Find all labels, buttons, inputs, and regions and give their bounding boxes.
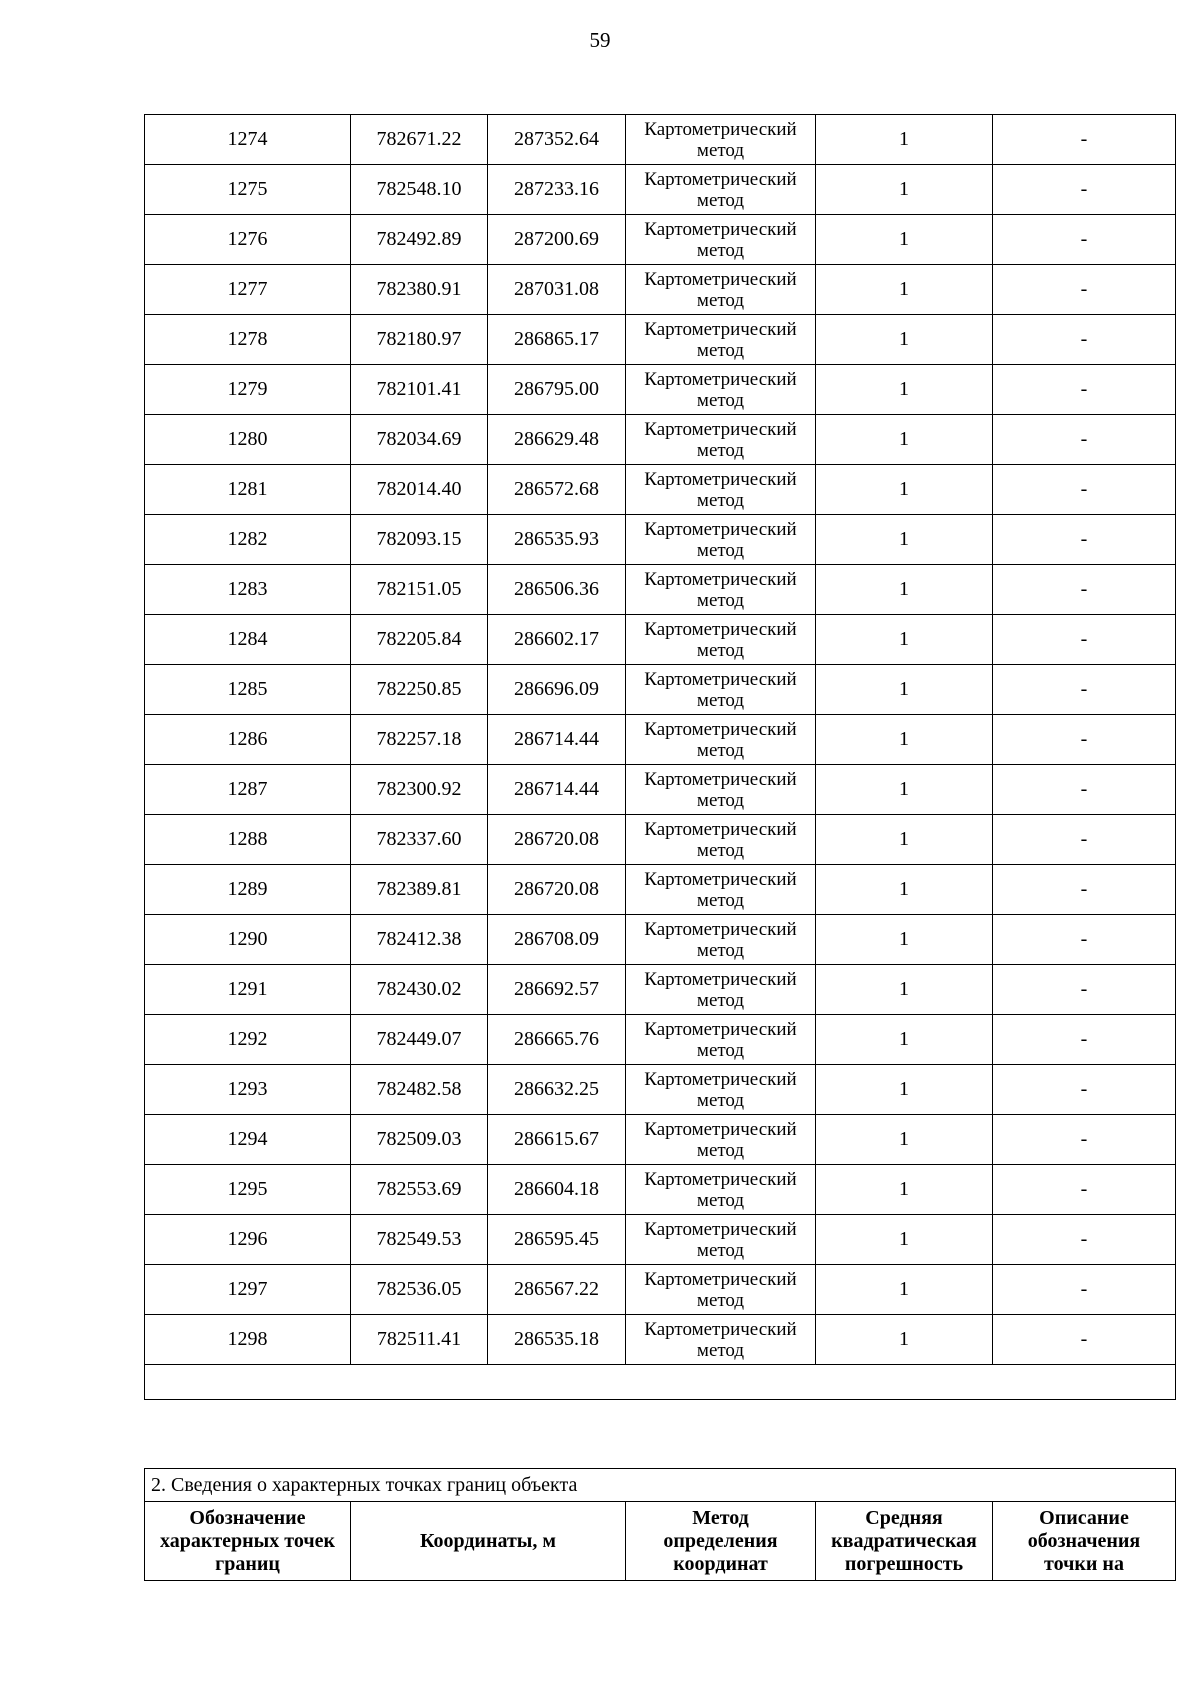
- method-line-1: Картометрический: [644, 418, 797, 440]
- coord-x-cell: 782337.60: [351, 815, 488, 865]
- coord-x-cell: 782093.15: [351, 515, 488, 565]
- description-cell: -: [993, 1115, 1176, 1165]
- method-line-1: Картометрический: [644, 168, 797, 190]
- coord-y-cell: 286615.67: [488, 1115, 626, 1165]
- description-cell: -: [993, 1215, 1176, 1265]
- point-id-cell: 1290: [145, 915, 351, 965]
- coord-y-cell: 287200.69: [488, 215, 626, 265]
- method-line-2: метод: [696, 489, 745, 511]
- point-id-cell: 1295: [145, 1165, 351, 1215]
- table-row: [145, 1265, 1176, 1315]
- method-line-2: метод: [696, 989, 745, 1011]
- accuracy-cell: 1: [816, 1265, 993, 1315]
- table-row: [145, 115, 1176, 165]
- header-accuracy-line: Средняя: [865, 1506, 943, 1529]
- coord-x-cell: 782553.69: [351, 1165, 488, 1215]
- method-cell: [626, 815, 816, 865]
- point-id-cell: 1280: [145, 415, 351, 465]
- header-point-designation-line: характерных точек: [159, 1529, 336, 1552]
- table-row: [145, 1015, 1176, 1065]
- method-cell: [626, 365, 816, 415]
- method-line-2: метод: [696, 639, 745, 661]
- method-cell: [626, 1265, 816, 1315]
- accuracy-cell: 1: [816, 865, 993, 915]
- method-cell: [626, 1165, 816, 1215]
- point-id-cell: 1288: [145, 815, 351, 865]
- method-cell: [626, 515, 816, 565]
- description-cell: -: [993, 165, 1176, 215]
- coord-y-cell: 287233.16: [488, 165, 626, 215]
- description-cell: -: [993, 665, 1176, 715]
- method-line-1: Картометрический: [644, 1268, 797, 1290]
- coord-x-cell: 782180.97: [351, 315, 488, 365]
- point-id-cell: 1289: [145, 865, 351, 915]
- header-accuracy-line: погрешность: [844, 1552, 964, 1575]
- header-description-line: обозначения: [1027, 1529, 1141, 1552]
- method-cell: [626, 1015, 816, 1065]
- header-method: [626, 1502, 816, 1581]
- point-id-cell: 1297: [145, 1265, 351, 1315]
- coord-x-cell: 782482.58: [351, 1065, 488, 1115]
- coord-y-cell: 286708.09: [488, 915, 626, 965]
- method-line-2: метод: [696, 1039, 745, 1061]
- accuracy-cell: 1: [816, 1215, 993, 1265]
- description-cell: -: [993, 865, 1176, 915]
- description-cell: -: [993, 615, 1176, 665]
- coord-y-cell: 286665.76: [488, 1015, 626, 1065]
- coord-y-cell: 286865.17: [488, 315, 626, 365]
- description-cell: -: [993, 1165, 1176, 1215]
- boundary-points-body: [145, 115, 1176, 1400]
- method-cell: [626, 115, 816, 165]
- table-row: [145, 715, 1176, 765]
- method-line-2: метод: [696, 1139, 745, 1161]
- point-id-cell: 1276: [145, 215, 351, 265]
- accuracy-cell: 1: [816, 665, 993, 715]
- method-line-1: Картометрический: [644, 1018, 797, 1040]
- method-line-1: Картометрический: [644, 468, 797, 490]
- method-cell: [626, 615, 816, 665]
- accuracy-cell: 1: [816, 565, 993, 615]
- section-2-table: [144, 1468, 1176, 1581]
- table-row: [145, 1115, 1176, 1165]
- description-cell: -: [993, 1265, 1176, 1315]
- description-cell: -: [993, 215, 1176, 265]
- method-line-2: метод: [696, 139, 745, 161]
- point-id-cell: 1274: [145, 115, 351, 165]
- table-row: [145, 165, 1176, 215]
- method-line-1: Картометрический: [644, 918, 797, 940]
- description-cell: -: [993, 1315, 1176, 1365]
- accuracy-cell: 1: [816, 415, 993, 465]
- method-line-1: Картометрический: [644, 368, 797, 390]
- accuracy-cell: 1: [816, 365, 993, 415]
- header-method-line: определения: [663, 1529, 778, 1552]
- method-line-2: метод: [696, 1089, 745, 1111]
- table-row: [145, 665, 1176, 715]
- coord-x-cell: 782014.40: [351, 465, 488, 515]
- coord-x-cell: 782430.02: [351, 965, 488, 1015]
- accuracy-cell: 1: [816, 1065, 993, 1115]
- coord-y-cell: 286632.25: [488, 1065, 626, 1115]
- header-accuracy: [816, 1502, 993, 1581]
- coord-x-cell: 782412.38: [351, 915, 488, 965]
- point-id-cell: 1292: [145, 1015, 351, 1065]
- coord-y-cell: 286602.17: [488, 615, 626, 665]
- description-cell: -: [993, 1015, 1176, 1065]
- coord-y-cell: 286720.08: [488, 865, 626, 915]
- table-row: [145, 515, 1176, 565]
- table-row: [145, 565, 1176, 615]
- table-row: [145, 1065, 1176, 1115]
- coord-x-cell: 782511.41: [351, 1315, 488, 1365]
- method-cell: [626, 715, 816, 765]
- coord-x-cell: 782536.05: [351, 1265, 488, 1315]
- method-line-1: Картометрический: [644, 718, 797, 740]
- coord-x-cell: 782034.69: [351, 415, 488, 465]
- accuracy-cell: 1: [816, 465, 993, 515]
- table-row: [145, 315, 1176, 365]
- coord-y-cell: 287031.08: [488, 265, 626, 315]
- table-row: [145, 365, 1176, 415]
- point-id-cell: 1298: [145, 1315, 351, 1365]
- method-cell: [626, 465, 816, 515]
- accuracy-cell: 1: [816, 615, 993, 665]
- point-id-cell: 1282: [145, 515, 351, 565]
- description-cell: -: [993, 115, 1176, 165]
- method-line-1: Картометрический: [644, 618, 797, 640]
- method-cell: [626, 765, 816, 815]
- accuracy-cell: 1: [816, 1115, 993, 1165]
- coord-y-cell: 286692.57: [488, 965, 626, 1015]
- description-cell: -: [993, 415, 1176, 465]
- header-coordinates: Координаты, м: [351, 1502, 626, 1581]
- method-line-1: Картометрический: [644, 868, 797, 890]
- coord-y-cell: 286535.93: [488, 515, 626, 565]
- accuracy-cell: 1: [816, 165, 993, 215]
- method-line-2: метод: [696, 189, 745, 211]
- coord-x-cell: 782205.84: [351, 615, 488, 665]
- description-cell: -: [993, 965, 1176, 1015]
- method-cell: [626, 665, 816, 715]
- method-cell: [626, 1065, 816, 1115]
- section-header-row: [145, 1502, 1176, 1581]
- description-cell: -: [993, 715, 1176, 765]
- point-id-cell: 1279: [145, 365, 351, 415]
- point-id-cell: 1281: [145, 465, 351, 515]
- method-line-1: Картометрический: [644, 518, 797, 540]
- method-line-1: Картометрический: [644, 1118, 797, 1140]
- method-line-1: Картометрический: [644, 768, 797, 790]
- description-cell: -: [993, 365, 1176, 415]
- method-cell: [626, 165, 816, 215]
- coord-x-cell: 782449.07: [351, 1015, 488, 1065]
- accuracy-cell: 1: [816, 315, 993, 365]
- method-line-2: метод: [696, 789, 745, 811]
- page-number: 59: [589, 28, 611, 52]
- description-cell: -: [993, 815, 1176, 865]
- header-method-line: Метод: [692, 1506, 749, 1529]
- coord-y-cell: 286696.09: [488, 665, 626, 715]
- method-cell: [626, 1215, 816, 1265]
- coord-x-cell: 782509.03: [351, 1115, 488, 1165]
- coord-y-cell: 286572.68: [488, 465, 626, 515]
- point-id-cell: 1284: [145, 615, 351, 665]
- table-row: [145, 1165, 1176, 1215]
- accuracy-cell: 1: [816, 1165, 993, 1215]
- description-cell: -: [993, 915, 1176, 965]
- point-id-cell: 1291: [145, 965, 351, 1015]
- method-line-1: Картометрический: [644, 218, 797, 240]
- point-id-cell: 1296: [145, 1215, 351, 1265]
- coord-y-cell: 286604.18: [488, 1165, 626, 1215]
- coord-y-cell: 286714.44: [488, 715, 626, 765]
- accuracy-cell: 1: [816, 265, 993, 315]
- accuracy-cell: 1: [816, 1315, 993, 1365]
- coord-x-cell: 782101.41: [351, 365, 488, 415]
- coord-x-cell: 782257.18: [351, 715, 488, 765]
- point-id-cell: 1278: [145, 315, 351, 365]
- header-point-designation-line: границ: [215, 1552, 280, 1575]
- accuracy-cell: 1: [816, 515, 993, 565]
- table-row: [145, 265, 1176, 315]
- table-row: [145, 765, 1176, 815]
- accuracy-cell: 1: [816, 715, 993, 765]
- coord-x-cell: 782671.22: [351, 115, 488, 165]
- accuracy-cell: 1: [816, 115, 993, 165]
- point-id-cell: 1294: [145, 1115, 351, 1165]
- method-cell: [626, 215, 816, 265]
- empty-cell: [145, 1365, 1176, 1400]
- table-row: [145, 415, 1176, 465]
- method-line-2: метод: [696, 1339, 745, 1361]
- method-cell: [626, 565, 816, 615]
- method-cell: [626, 915, 816, 965]
- description-cell: -: [993, 1065, 1176, 1115]
- header-method-line: координат: [673, 1552, 768, 1575]
- empty-row: [145, 1365, 1176, 1400]
- method-line-1: Картометрический: [644, 568, 797, 590]
- accuracy-cell: 1: [816, 965, 993, 1015]
- header-point-designation-line: Обозначение: [189, 1506, 306, 1529]
- coord-x-cell: 782492.89: [351, 215, 488, 265]
- method-cell: [626, 315, 816, 365]
- point-id-cell: 1286: [145, 715, 351, 765]
- point-id-cell: 1283: [145, 565, 351, 615]
- method-line-1: Картометрический: [644, 268, 797, 290]
- method-line-2: метод: [696, 239, 745, 261]
- method-line-2: метод: [696, 939, 745, 961]
- method-line-2: метод: [696, 1189, 745, 1211]
- description-cell: -: [993, 765, 1176, 815]
- method-line-2: метод: [696, 739, 745, 761]
- method-line-2: метод: [696, 1239, 745, 1261]
- method-line-1: Картометрический: [644, 968, 797, 990]
- coord-y-cell: 286714.44: [488, 765, 626, 815]
- point-id-cell: 1275: [145, 165, 351, 215]
- header-description-line: точки на: [1044, 1552, 1124, 1575]
- accuracy-cell: 1: [816, 915, 993, 965]
- method-line-2: метод: [696, 889, 745, 911]
- method-cell: [626, 1115, 816, 1165]
- method-line-2: метод: [696, 839, 745, 861]
- method-line-1: Картометрический: [644, 318, 797, 340]
- coord-x-cell: 782549.53: [351, 1215, 488, 1265]
- coord-x-cell: 782300.92: [351, 765, 488, 815]
- method-line-1: Картометрический: [644, 1318, 797, 1340]
- coord-x-cell: 782250.85: [351, 665, 488, 715]
- description-cell: -: [993, 465, 1176, 515]
- method-line-1: Картометрический: [644, 668, 797, 690]
- method-cell: [626, 865, 816, 915]
- description-cell: -: [993, 515, 1176, 565]
- method-cell: [626, 1315, 816, 1365]
- coord-y-cell: 286795.00: [488, 365, 626, 415]
- coord-x-cell: 782380.91: [351, 265, 488, 315]
- coord-y-cell: 286720.08: [488, 815, 626, 865]
- table-row: [145, 815, 1176, 865]
- method-line-2: метод: [696, 1289, 745, 1311]
- section-title: 2. Сведения о характерных точках границ объекта: [145, 1469, 1176, 1502]
- point-id-cell: 1293: [145, 1065, 351, 1115]
- method-line-1: Картометрический: [644, 1168, 797, 1190]
- accuracy-cell: 1: [816, 765, 993, 815]
- accuracy-cell: 1: [816, 815, 993, 865]
- boundary-points-table: [144, 114, 1176, 1400]
- table-row: [145, 615, 1176, 665]
- method-cell: [626, 265, 816, 315]
- point-id-cell: 1277: [145, 265, 351, 315]
- table-row: [145, 965, 1176, 1015]
- point-id-cell: 1287: [145, 765, 351, 815]
- header-description-line: Описание: [1039, 1506, 1129, 1529]
- table-row: [145, 465, 1176, 515]
- accuracy-cell: 1: [816, 1015, 993, 1065]
- method-line-1: Картометрический: [644, 818, 797, 840]
- coord-y-cell: 286595.45: [488, 1215, 626, 1265]
- method-cell: [626, 965, 816, 1015]
- header-point-designation: [145, 1502, 351, 1581]
- method-line-2: метод: [696, 439, 745, 461]
- coord-y-cell: 286567.22: [488, 1265, 626, 1315]
- accuracy-cell: 1: [816, 215, 993, 265]
- method-line-2: метод: [696, 339, 745, 361]
- method-line-2: метод: [696, 689, 745, 711]
- point-id-cell: 1285: [145, 665, 351, 715]
- description-cell: -: [993, 565, 1176, 615]
- header-description: [993, 1502, 1176, 1581]
- coord-x-cell: 782151.05: [351, 565, 488, 615]
- method-line-2: метод: [696, 389, 745, 411]
- coord-y-cell: 286506.36: [488, 565, 626, 615]
- method-line-2: метод: [696, 289, 745, 311]
- table-row: [145, 1315, 1176, 1365]
- table-row: [145, 215, 1176, 265]
- method-line-1: Картометрический: [644, 118, 797, 140]
- method-line-2: метод: [696, 539, 745, 561]
- description-cell: -: [993, 315, 1176, 365]
- method-line-2: метод: [696, 589, 745, 611]
- coord-x-cell: 782389.81: [351, 865, 488, 915]
- coord-y-cell: 287352.64: [488, 115, 626, 165]
- table-row: [145, 1215, 1176, 1265]
- description-cell: -: [993, 265, 1176, 315]
- header-accuracy-line: квадратическая: [831, 1529, 977, 1552]
- table-row: [145, 865, 1176, 915]
- table-row: [145, 915, 1176, 965]
- coord-y-cell: 286535.18: [488, 1315, 626, 1365]
- method-line-1: Картометрический: [644, 1068, 797, 1090]
- section-title-row: [145, 1469, 1176, 1502]
- coord-y-cell: 286629.48: [488, 415, 626, 465]
- method-cell: [626, 415, 816, 465]
- method-line-1: Картометрический: [644, 1218, 797, 1240]
- coord-x-cell: 782548.10: [351, 165, 488, 215]
